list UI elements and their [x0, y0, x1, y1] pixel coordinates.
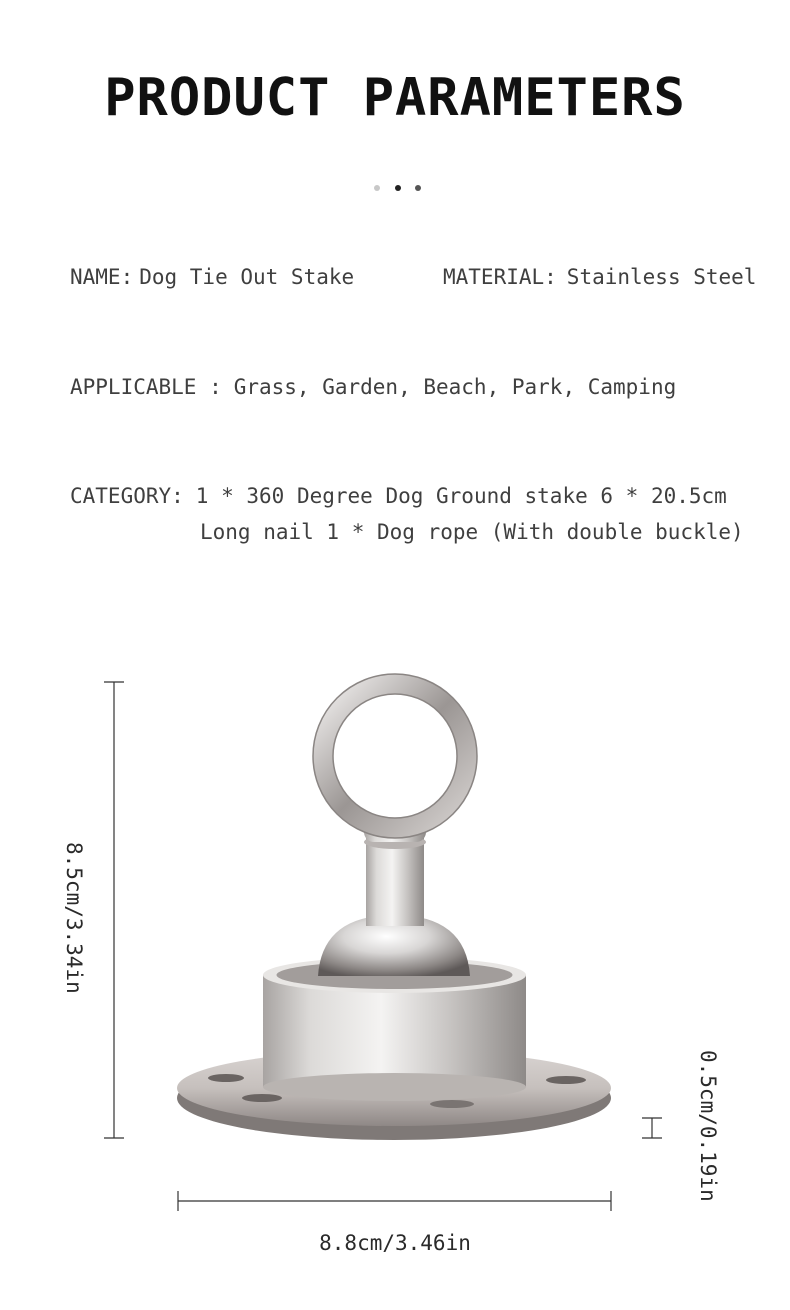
material-param	[443, 265, 756, 289]
category-line-2: Long nail 1 * Dog rope (With double buckle)	[200, 520, 744, 544]
product-image	[0, 600, 790, 1220]
height-dimension-label: 8.5cm/3.34in	[62, 842, 86, 994]
applicable-value: Grass, Garden, Beach, Park, Camping	[233, 375, 677, 399]
pager-dot	[415, 185, 421, 191]
screw-hole	[242, 1094, 282, 1102]
thickness-dimension-line	[642, 1118, 662, 1138]
height-dimension-line	[104, 682, 124, 1138]
width-dimension-label: 8.8cm/3.46in	[319, 1231, 471, 1255]
pager-dot	[374, 185, 380, 191]
name-label: NAME:	[70, 265, 134, 289]
cylinder-body	[263, 957, 526, 1101]
swivel-stem	[366, 838, 424, 926]
thickness-dimension-label: 0.5cm/0.19in	[696, 1050, 720, 1202]
screw-hole	[430, 1100, 474, 1108]
width-dimension-line	[178, 1191, 611, 1211]
ring-stamp: S304	[381, 825, 409, 838]
eye-ring	[313, 674, 477, 838]
applicable-param	[70, 375, 676, 399]
category-line-1: 1 * 360 Degree Dog Ground stake 6 * 20.5cm	[195, 484, 727, 508]
material-value: Stainless Steel	[566, 265, 757, 289]
pager-dots	[374, 185, 424, 193]
screw-hole	[546, 1076, 586, 1084]
screw-hole	[208, 1074, 244, 1082]
category-param	[70, 484, 727, 508]
material-label: MATERIAL:	[443, 265, 557, 289]
name-param	[70, 265, 354, 289]
page-title: PRODUCT PARAMETERS	[104, 68, 686, 128]
category-label: CATEGORY:	[70, 484, 184, 508]
pager-dot-active	[395, 185, 401, 191]
name-value: Dog Tie Out Stake	[139, 265, 355, 289]
applicable-label: APPLICABLE :	[70, 375, 222, 399]
